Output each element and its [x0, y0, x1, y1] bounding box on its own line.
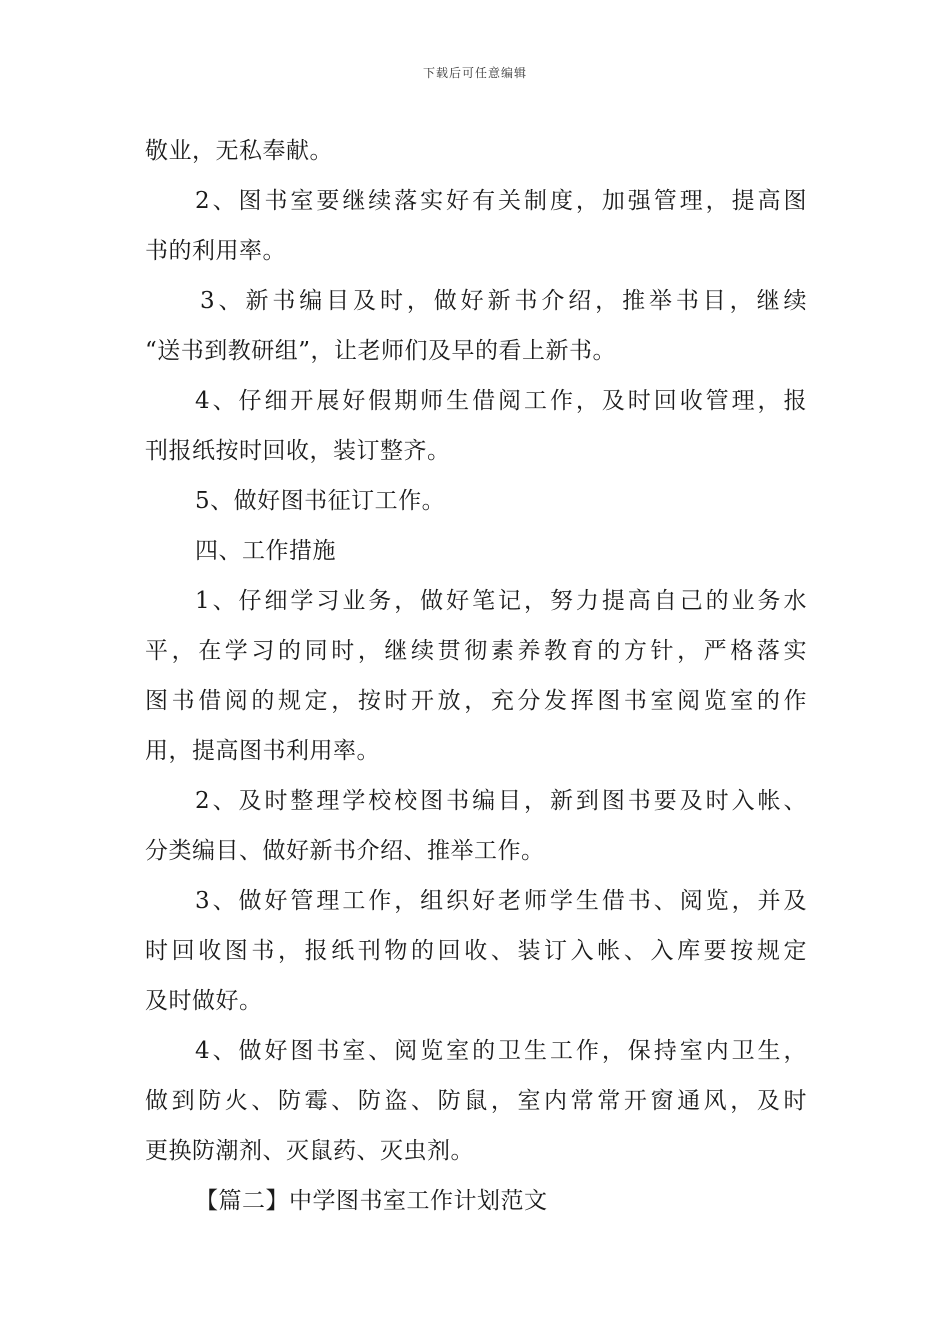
text-line: 3、做好管理工作，组织好老师学生借书、阅览，并及: [195, 888, 807, 914]
section-heading: 四、工作措施: [195, 538, 336, 564]
text-line: “送书到教研组”，让老师们及早的看上新书。: [145, 338, 617, 364]
text-line: 5、做好图书征订工作。: [195, 488, 446, 514]
text-line: 2、图书室要继续落实好有关制度，加强管理，提高图: [195, 188, 807, 214]
text-line: 用，提高图书利用率。: [145, 738, 380, 764]
text-line: 图书借阅的规定，按时开放，充分发挥图书室阅览室的作: [145, 688, 807, 714]
text-line: 平，在学习的同时，继续贯彻素养教育的方针，严格落实: [145, 638, 807, 664]
section-title: 【篇二】中学图书室工作计划范文: [195, 1188, 548, 1214]
text-line: 做到防火、防霉、防盗、防鼠，室内常常开窗通风，及时: [145, 1088, 807, 1114]
text-line: 分类编目、做好新书介绍、推举工作。: [145, 838, 545, 864]
text-line: 更换防潮剂、灭鼠药、灭虫剂。: [145, 1138, 474, 1164]
text-line: 3、新书编目及时，做好新书介绍，推举书目，继续: [200, 288, 807, 314]
text-line: 2、及时整理学校校图书编目，新到图书要及时入帐、: [195, 788, 807, 814]
document-body: [145, 126, 807, 1226]
text-line: 1、仔细学习业务，做好笔记，努力提高自己的业务水: [195, 588, 807, 614]
text-line: 刊报纸按时回收，装订整齐。: [145, 438, 451, 464]
text-line: 书的利用率。: [145, 238, 286, 264]
text-line: 4、仔细开展好假期师生借阅工作，及时回收管理，报: [195, 388, 807, 414]
text-line: 时回收图书，报纸刊物的回收、装订入帐、入库要按规定: [145, 938, 807, 964]
page-header-note: 下载后可任意编辑: [422, 66, 527, 80]
text-line: 及时做好。: [145, 988, 263, 1014]
text-line: 4、做好图书室、阅览室的卫生工作，保持室内卫生，: [195, 1038, 807, 1064]
text-line: 敬业，无私奉献。: [145, 138, 333, 164]
